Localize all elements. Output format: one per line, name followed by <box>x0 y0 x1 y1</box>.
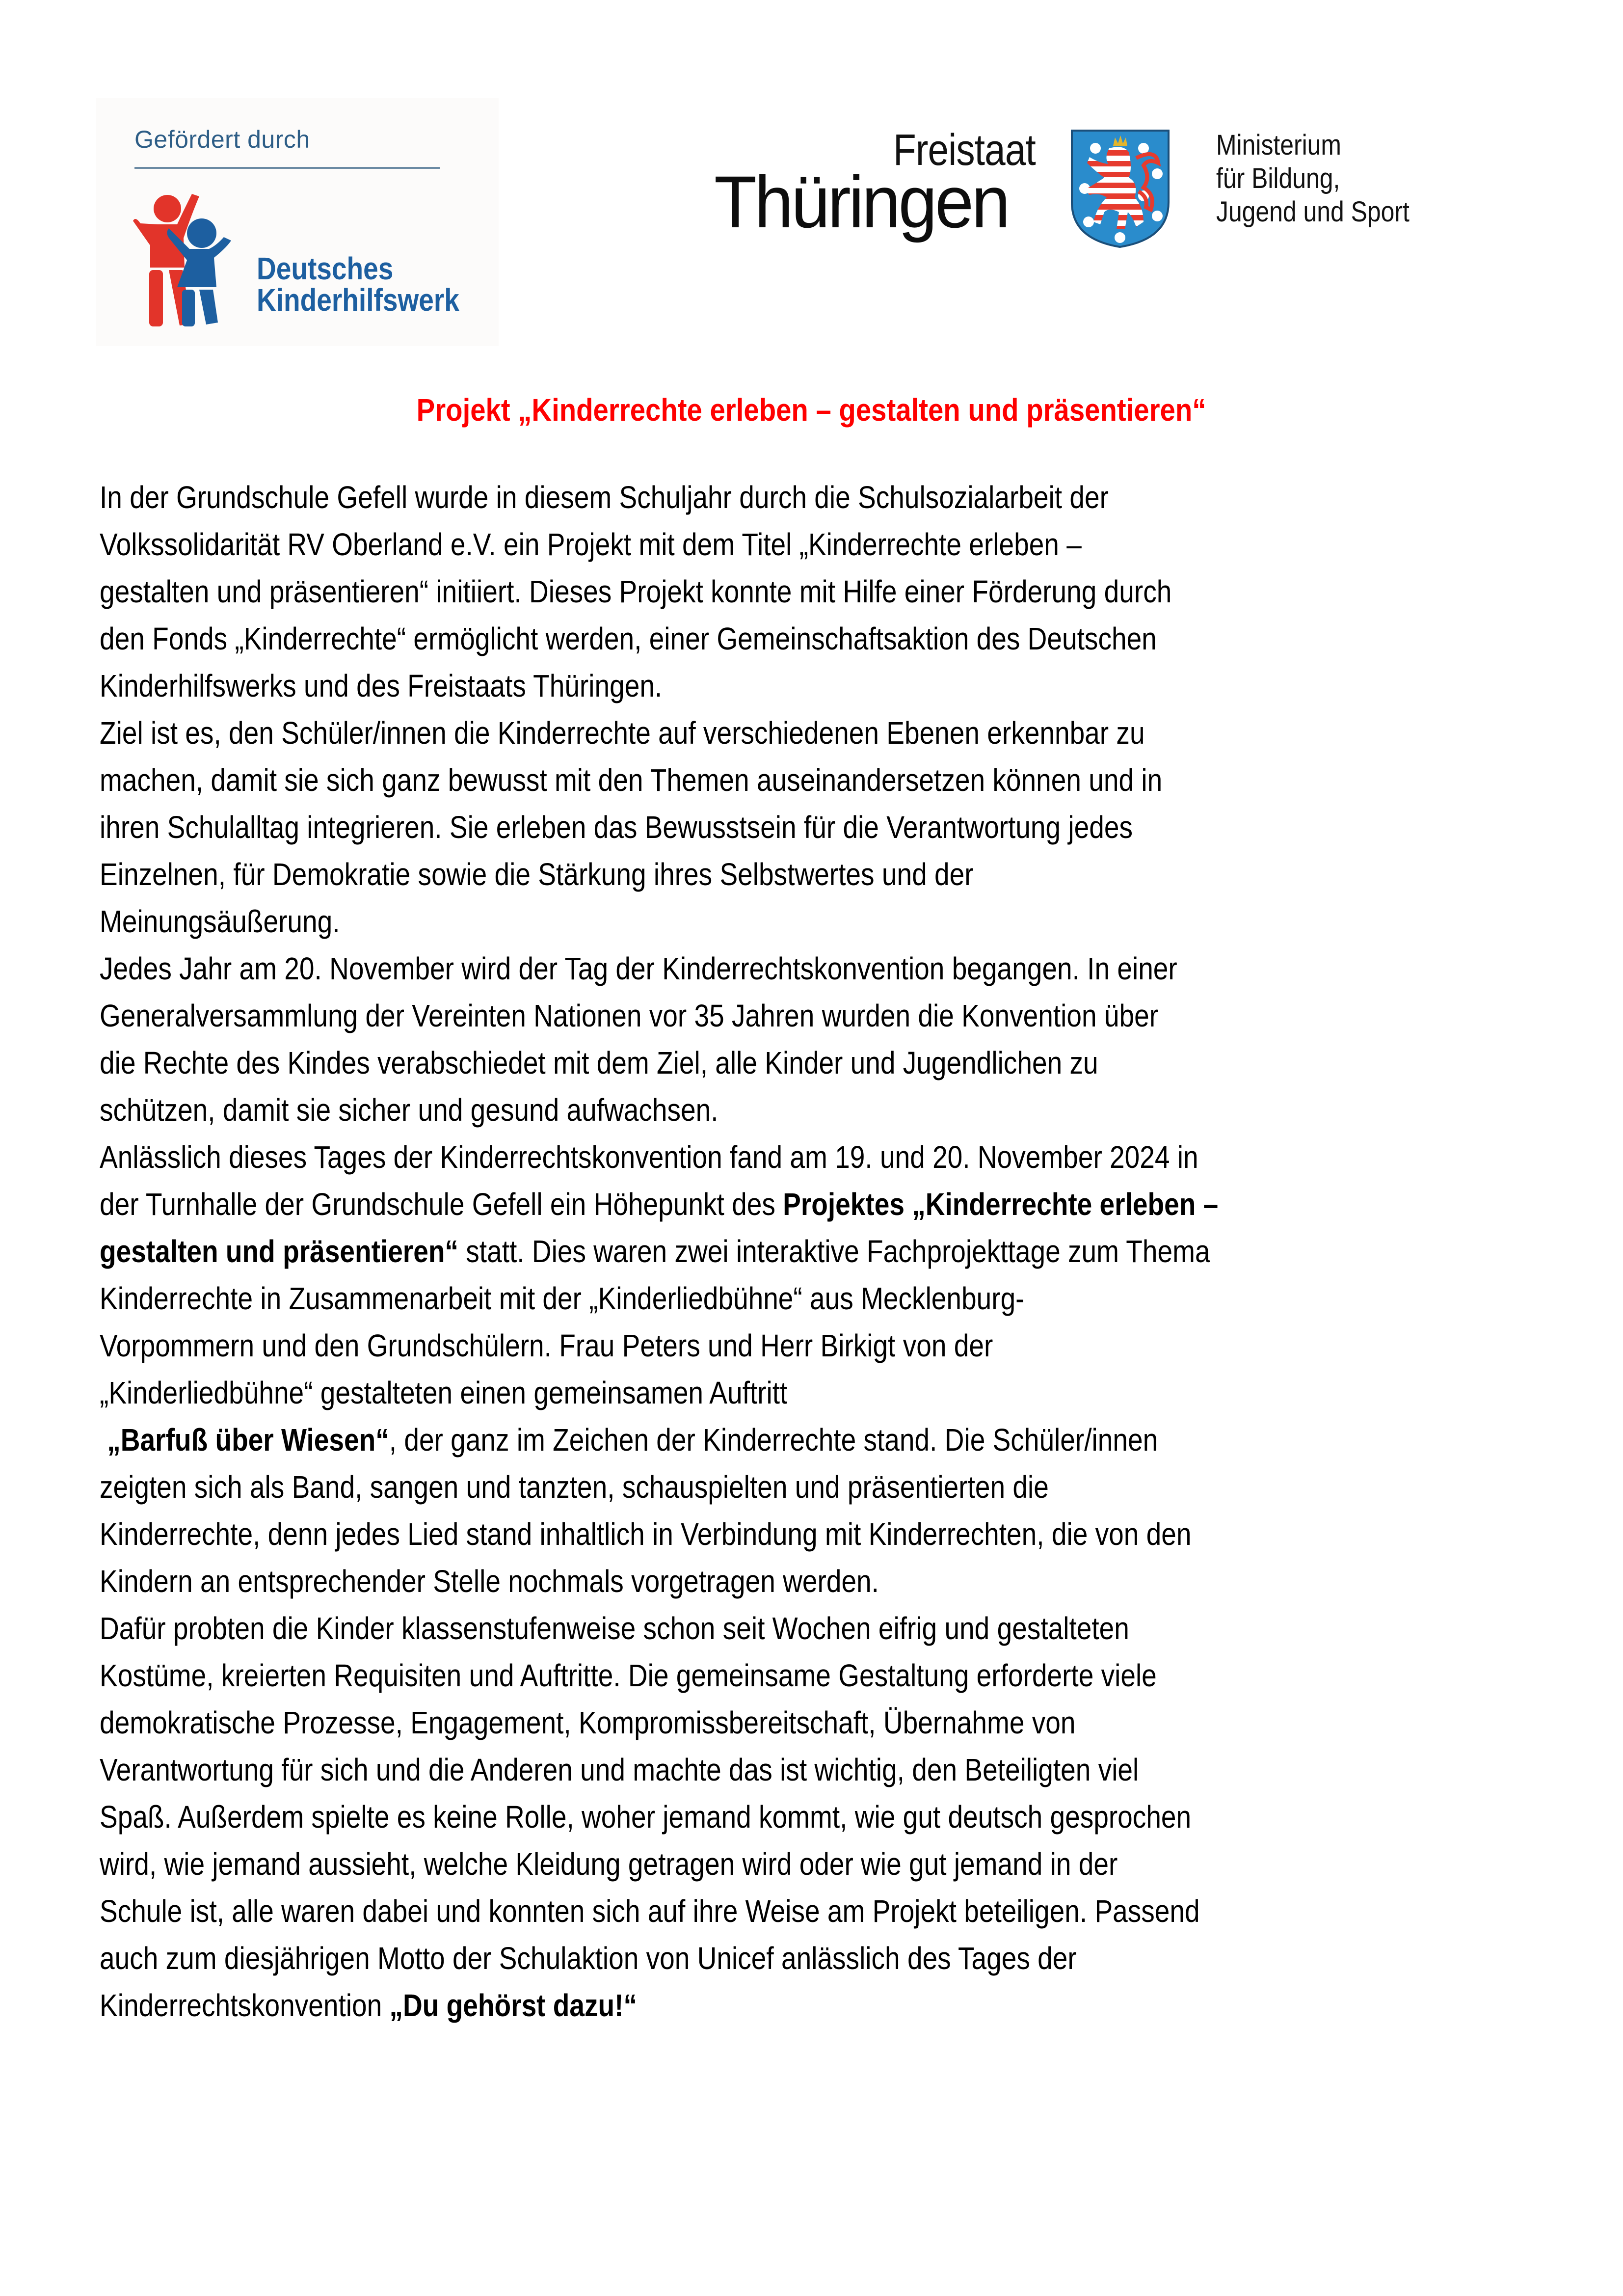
text-run: Kinderrechte in Zusammenarbeit mit der „Kinderliedbühne“ aus Mecklenburg- <box>100 1281 1025 1316</box>
bold-text-run: Projektes „Kinderrechte erleben – <box>783 1187 1219 1222</box>
text-run: ihren Schulalltag integrieren. Sie erleben das Bewusstsein für die Verantwortung jedes <box>100 810 1133 845</box>
text-run: Jedes Jahr am 20. November wird der Tag der Kinderrechtskonvention begangen. In einer <box>100 951 1177 986</box>
text-run: Kindern an entsprechender Stelle nochmals vorgetragen werden. <box>100 1564 879 1599</box>
dkhw-name <box>257 253 459 316</box>
body-line <box>100 1699 1345 1746</box>
dkhw-name-line1: Deutsches <box>257 251 394 286</box>
body-line <box>100 1605 1345 1652</box>
ministry-line-3: Jugend und Sport <box>1216 196 1410 228</box>
body-line <box>100 1086 1345 1134</box>
text-run: In der Grundschule Gefell wurde in diesem Schuljahr durch die Schulsozialarbeit der <box>100 480 1109 515</box>
body-line <box>100 1275 1345 1322</box>
body-line <box>100 1746 1345 1793</box>
text-run: gestalten und präsentieren“ initiiert. Dieses Projekt konnte mit Hilfe einer Förderung durch <box>100 574 1172 609</box>
text-run: Volkssolidarität RV Oberland e.V. ein Projekt mit dem Titel „Kinderrechte erleben – <box>100 527 1082 562</box>
ministry-name <box>1216 129 1410 229</box>
bold-text-run: „Barfuß über Wiesen“ <box>100 1422 389 1458</box>
body-line <box>100 1888 1345 1935</box>
body-line <box>100 1134 1345 1181</box>
text-run: Einzelnen, für Demokratie sowie die Stärkung ihres Selbstwertes und der <box>100 857 974 892</box>
text-run: Verantwortung für sich und die Anderen und machte das ist wichtig, den Beteiligten viel <box>100 1752 1139 1787</box>
body-line <box>100 945 1345 992</box>
text-run: statt. Dies waren zwei interaktive Fachprojekttage zum Thema <box>458 1234 1210 1269</box>
text-run: die Rechte des Kindes verabschiedet mit dem Ziel, alle Kinder und Jugendlichen zu <box>100 1045 1098 1080</box>
text-run: Kinderrechte, denn jedes Lied stand inhaltlich in Verbindung mit Kinderrechten, die von den <box>100 1516 1192 1552</box>
text-run: Meinungsäußerung. <box>100 904 340 939</box>
body-line <box>100 1793 1345 1840</box>
funded-by-label: Gefördert durch <box>134 126 310 153</box>
dkhw-logo <box>96 98 499 346</box>
body-line <box>100 1463 1345 1511</box>
body-line <box>100 615 1345 662</box>
text-run: Kostüme, kreierten Requisiten und Auftritte. Die gemeinsame Gestaltung erforderte viele <box>100 1658 1157 1693</box>
text-run: Kinderrechtskonvention <box>100 1988 390 2023</box>
thuringia-coat-of-arms-icon <box>1070 129 1171 249</box>
text-run: Ziel ist es, den Schüler/innen die Kinderrechte auf verschiedenen Ebenen erkennbar zu <box>100 715 1145 751</box>
text-run: Anlässlich dieses Tages der Kinderrechtskonvention fand am 19. und 20. November 2024 in <box>100 1139 1198 1175</box>
body-line <box>100 1416 1345 1463</box>
dkhw-name-line2: Kinderhilfswerk <box>257 282 459 318</box>
text-run: Dafür probten die Kinder klassenstufenweise schon seit Wochen eifrig und gestalteten <box>100 1611 1129 1646</box>
body-line <box>100 709 1345 756</box>
text-run: „Kinderliedbühne“ gestalteten einen gemeinsamen Auftritt <box>100 1375 788 1410</box>
body-line <box>100 1511 1345 1558</box>
body-line <box>100 1228 1345 1275</box>
body-line <box>100 1935 1345 1982</box>
body-line <box>100 992 1345 1039</box>
body-text <box>100 474 1547 2029</box>
body-line <box>100 1039 1345 1086</box>
body-line <box>100 1558 1345 1605</box>
body-line <box>100 1652 1345 1699</box>
body-line <box>100 1982 1345 2029</box>
ministry-line-2: für Bildung, <box>1216 162 1340 194</box>
body-line <box>100 1181 1345 1228</box>
document-title <box>0 392 1623 428</box>
text-run: wird, wie jemand aussieht, welche Kleidung getragen wird oder wie gut jemand in der <box>100 1846 1118 1882</box>
bold-text-run: gestalten und präsentieren“ <box>100 1234 458 1269</box>
text-run: Generalversammlung der Vereinten Nationen vor 35 Jahren wurden die Konvention über <box>100 998 1159 1033</box>
logo-divider <box>134 167 440 169</box>
body-line <box>100 521 1345 568</box>
body-line <box>100 474 1345 521</box>
body-line <box>100 804 1345 851</box>
text-run: demokratische Prozesse, Engagement, Kompromissbereitschaft, Übernahme von <box>100 1705 1076 1740</box>
text-run: , der ganz im Zeichen der Kinderrechte stand. Die Schüler/innen <box>389 1422 1158 1458</box>
text-run: schützen, damit sie sicher und gesund aufwachsen. <box>100 1092 718 1128</box>
body-line <box>100 662 1345 709</box>
body-line <box>100 756 1345 804</box>
text-run: Schule ist, alle waren dabei und konnten sich auf ihre Weise am Projekt beteiligen. Passend <box>100 1893 1200 1929</box>
text-run: Vorpommern und den Grundschülern. Frau Peters und Herr Birkigt von der <box>100 1328 993 1363</box>
text-run: zeigten sich als Band, sangen und tanzten, schauspielten und präsentierten die <box>100 1469 1049 1505</box>
thueringen-wordmark: Thüringen <box>714 161 1008 243</box>
body-line <box>100 898 1345 945</box>
bold-text-run: „Du gehörst dazu!“ <box>389 1988 638 2023</box>
body-line <box>100 851 1345 898</box>
text-run: den Fonds „Kinderrechte“ ermöglicht werden, einer Gemeinschaftsaktion des Deutschen <box>100 621 1157 656</box>
body-line <box>100 1369 1345 1416</box>
freistaat-label: Freistaat <box>893 126 1036 175</box>
text-run: machen, damit sie sich ganz bewusst mit den Themen auseinandersetzen können und in <box>100 762 1163 798</box>
ministry-line-1: Ministerium <box>1216 129 1341 161</box>
body-line <box>100 1322 1345 1369</box>
children-figures-icon <box>131 194 258 326</box>
text-run: Spaß. Außerdem spielte es keine Rolle, woher jemand kommt, wie gut deutsch gesprochen <box>100 1799 1192 1835</box>
body-line <box>100 1840 1345 1888</box>
document-title-text: Projekt „Kinderrechte erleben – gestalten und präsentieren“ <box>417 392 1206 428</box>
text-run: Kinderhilfswerks und des Freistaats Thüringen. <box>100 668 663 703</box>
body-line <box>100 568 1345 615</box>
text-run: der Turnhalle der Grundschule Gefell ein Höhepunkt des <box>100 1187 783 1222</box>
text-run: auch zum diesjährigen Motto der Schulaktion von Unicef anlässlich des Tages der <box>100 1941 1077 1976</box>
